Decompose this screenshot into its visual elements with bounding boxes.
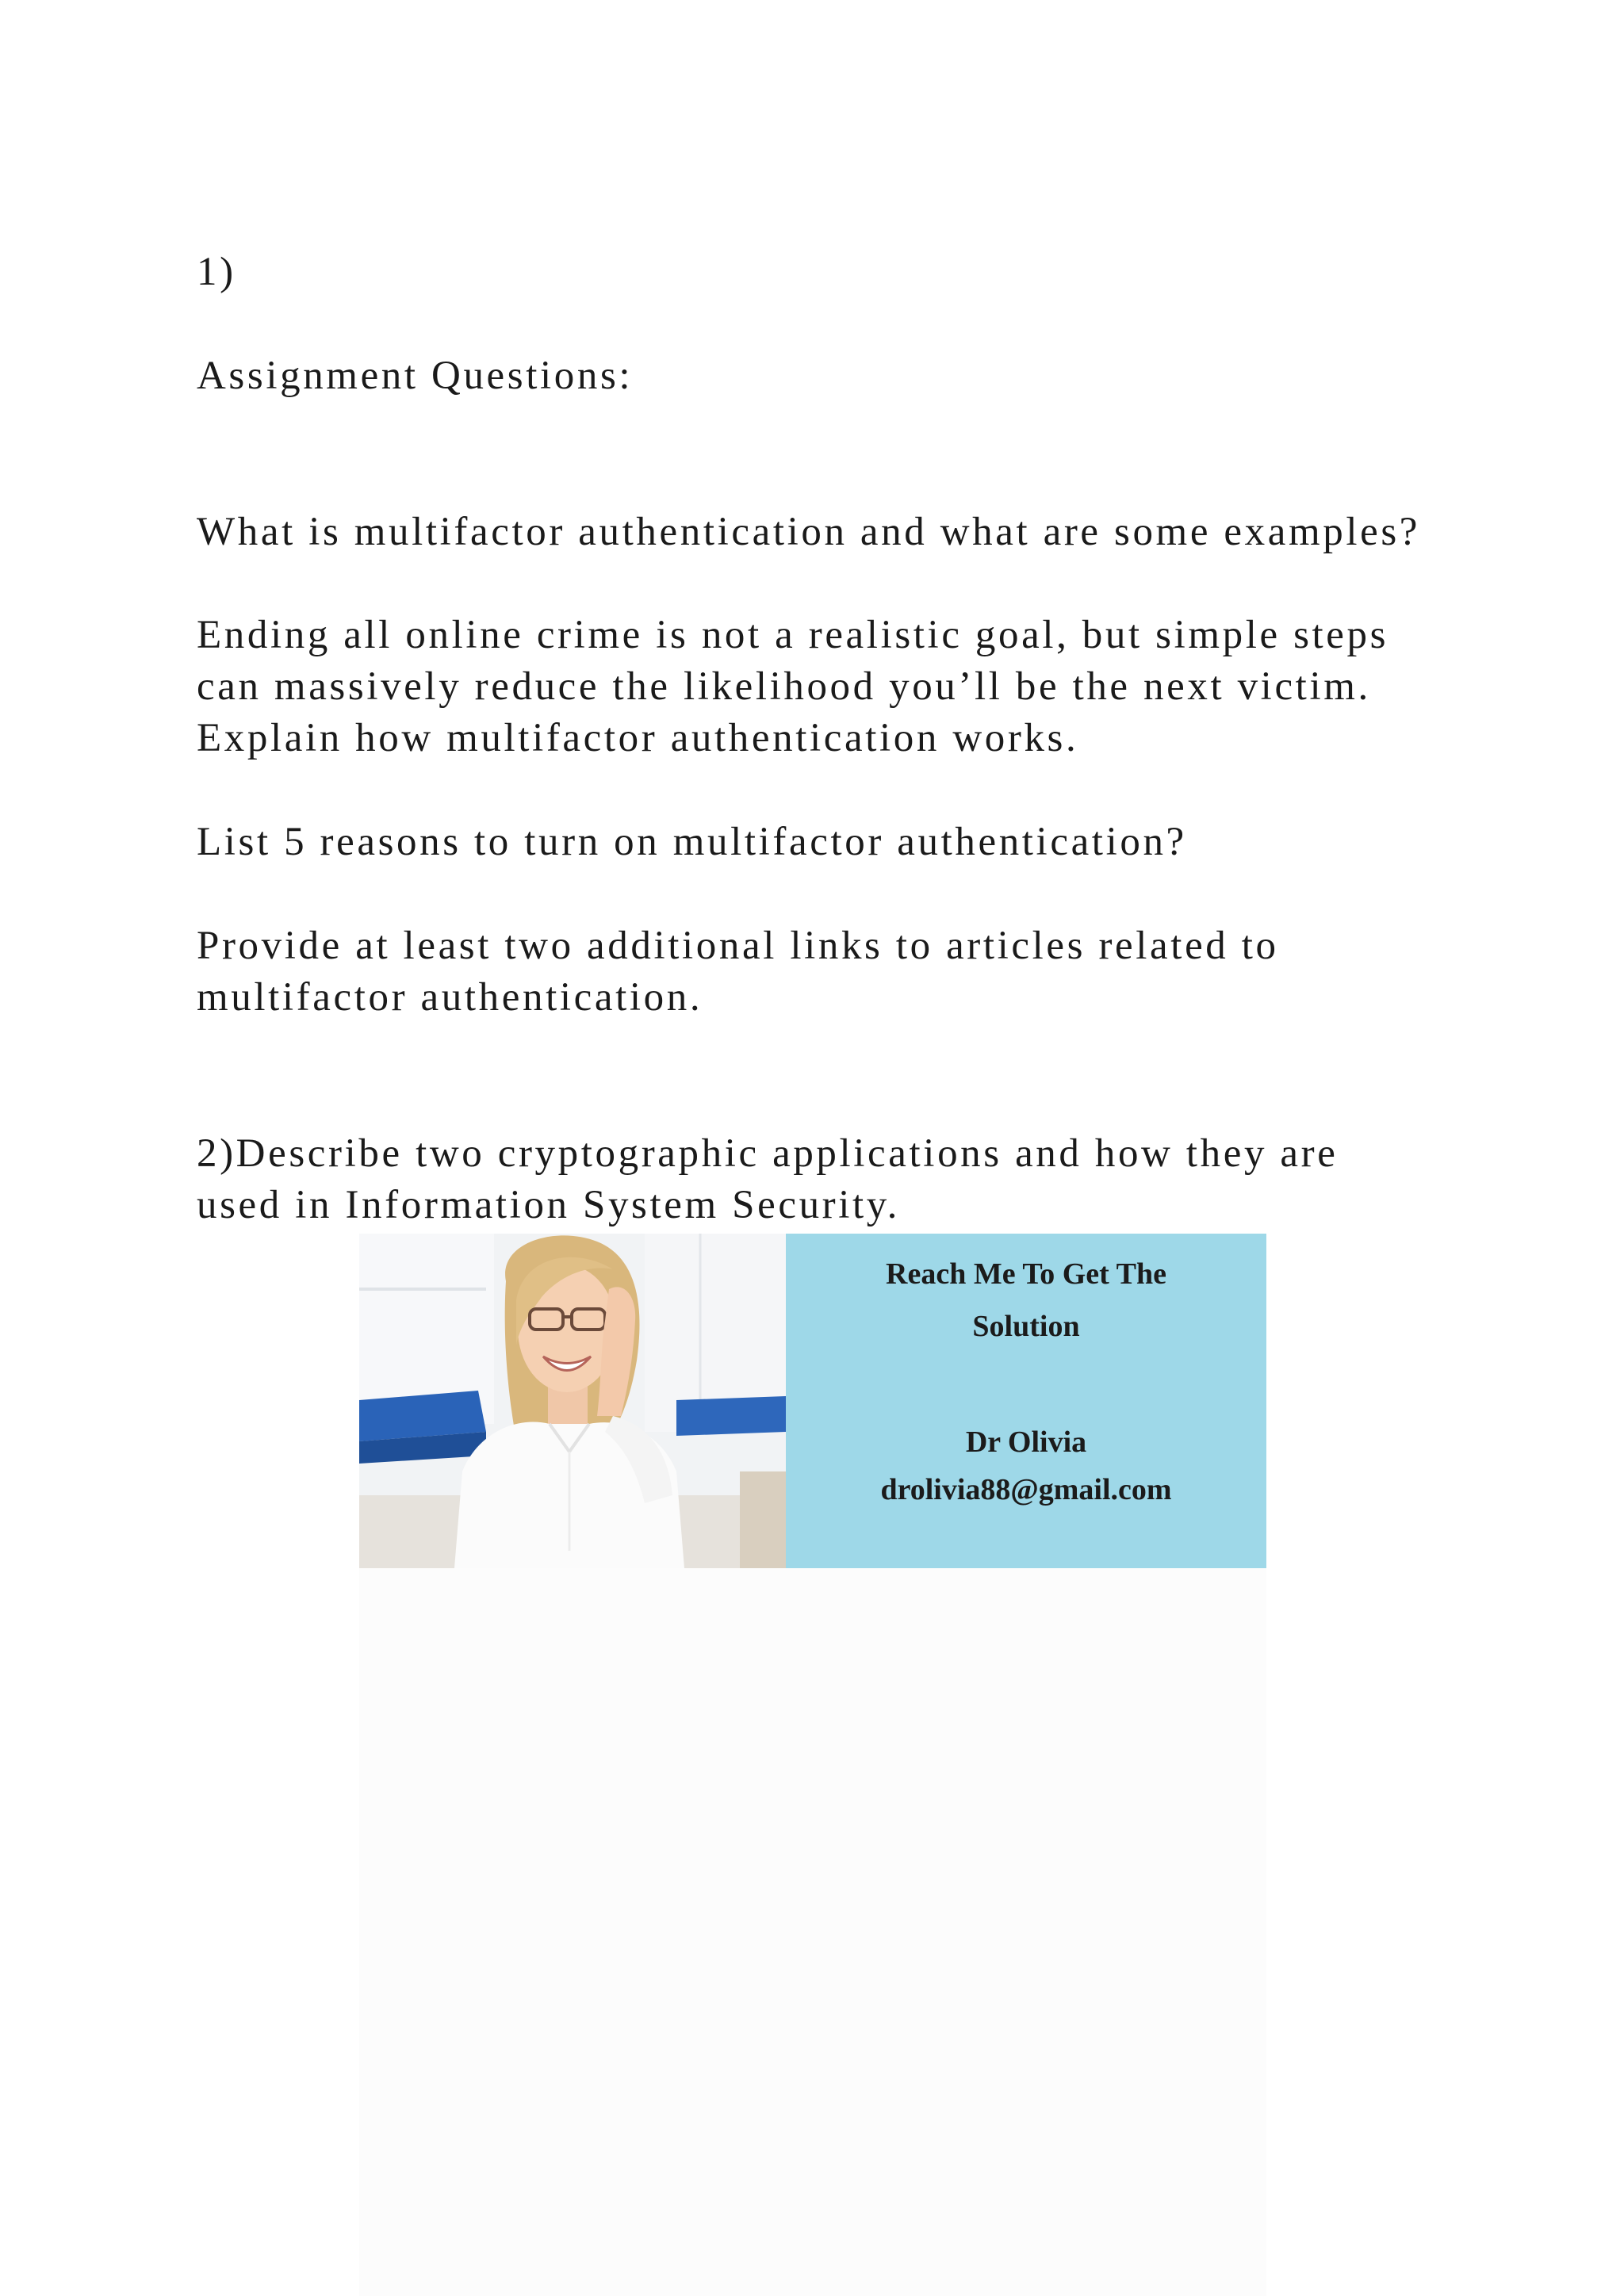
paragraph-line: used in Information System Security. — [197, 1183, 900, 1227]
paragraph-line: multifactor authentication. — [197, 975, 703, 1020]
paragraph-line: Ending all online crime is not a realistic goal, but simple steps — [197, 613, 1389, 657]
question-text: 2)Describe two cryptographic applications and how they are — [197, 1131, 1339, 1176]
woman-photo-illustration — [359, 1234, 786, 1568]
banner-photo — [359, 1234, 786, 1568]
blank-area — [359, 1568, 1266, 2296]
contact-name: Dr Olivia — [965, 1425, 1087, 1459]
paragraph-line: Provide at least two additional links to articles related to — [197, 924, 1279, 968]
banner-headline-line1: Reach Me To Get The — [886, 1257, 1166, 1291]
question-text: List 5 reasons to turn on multifactor authentication? — [197, 820, 1187, 864]
assignment-heading: Assignment Questions: — [197, 354, 634, 398]
contact-banner — [359, 1234, 1266, 1568]
banner-headline-line2: Solution — [972, 1310, 1080, 1343]
question-number-1: 1) — [197, 250, 236, 294]
question-text: What is multifactor authentication and what are some examples? — [197, 510, 1421, 554]
paragraph-line: Explain how multifactor authentication works. — [197, 716, 1079, 760]
paragraph-line: can massively reduce the likelihood you’ll be the next victim. — [197, 664, 1371, 709]
contact-email: drolivia88@gmail.com — [880, 1473, 1172, 1506]
banner-contact-panel — [786, 1234, 1266, 1568]
